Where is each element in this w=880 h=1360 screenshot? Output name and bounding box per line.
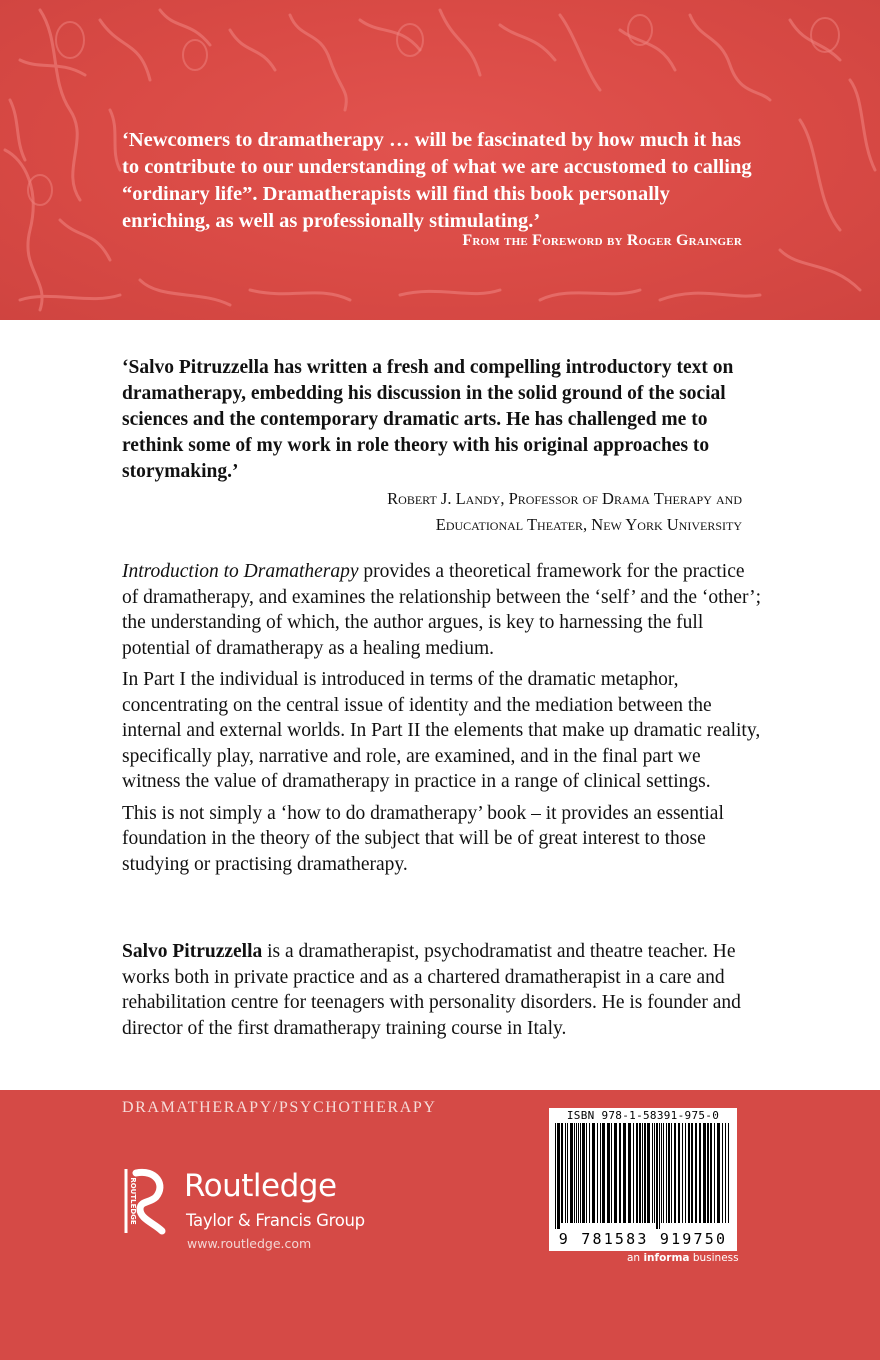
- barcode-bar: [555, 1123, 556, 1229]
- barcode-bars: [555, 1123, 731, 1231]
- isbn-digits: 9 781583 919750: [558, 1230, 728, 1248]
- barcode-bar: [666, 1123, 667, 1223]
- barcode-bar: [717, 1123, 720, 1223]
- barcode-bar: [561, 1123, 563, 1223]
- barcode-bar: [722, 1123, 723, 1223]
- barcode-bar: [567, 1123, 568, 1223]
- barcode-bar: [663, 1123, 664, 1223]
- barcode-bar: [565, 1123, 566, 1223]
- endorsement-attribution-line2: Educational Theater, New York University: [435, 515, 742, 534]
- endorsement-attribution: [182, 486, 742, 538]
- barcode-bar: [654, 1123, 655, 1223]
- barcode-bar: [728, 1123, 729, 1223]
- endorsement-quote: ‘Salvo Pitruzzella has written a fresh and compelling introductory text on dramatherapy, embedding his discussion in the solid ground of the social sciences and the contemporary dramatic arts. He has challenged me to rethink some of my work in role theory with his original approaches to storymaking.’: [122, 357, 734, 482]
- barcode-bar: [674, 1123, 676, 1223]
- barcode-bar: [614, 1123, 617, 1223]
- barcode-bar: [639, 1123, 641, 1223]
- barcode-bar: [582, 1123, 585, 1223]
- barcode-bar: [633, 1123, 634, 1223]
- barcode-bar: [628, 1123, 631, 1223]
- barcode-bar: [682, 1123, 683, 1223]
- barcode-bar: [576, 1123, 577, 1223]
- author-bio: [122, 939, 762, 1041]
- book-description: [122, 559, 762, 883]
- isbn-label: ISBN 978-1-58391-975-0: [566, 1109, 720, 1122]
- description-paragraph-1: [122, 559, 762, 661]
- barcode-bar: [600, 1123, 601, 1223]
- barcode-bar: [671, 1123, 672, 1223]
- endorsement-attribution-line1: Robert J. Landy, Professor of Drama Therapy and: [387, 489, 742, 508]
- description-paragraph-3: This is not simply a ‘how to do dramatherapy’ book – it provides an essential foundation in the theory of the subject that will be of great interest to those studying or practising dramatherapy.: [122, 802, 724, 875]
- barcode-bar: [685, 1123, 686, 1223]
- foreword-attribution: From the Foreword by Roger Grainger: [462, 232, 742, 249]
- barcode-bar: [557, 1123, 560, 1229]
- barcode-bar: [725, 1123, 726, 1223]
- barcode-bar: [678, 1123, 680, 1223]
- barcode-bar: [636, 1123, 638, 1223]
- barcode-bar: [703, 1123, 706, 1223]
- barcode-bar: [589, 1123, 590, 1223]
- author-bio-text: is a dramatherapist, psychodramatist and theatre teacher. He works both in private practice and as a chartered dramatherapist in a care and rehabilitation centre for teenagers with personality disorders. He is founder and director of the first dramatherapy training course in Italy.: [122, 941, 741, 1039]
- subject-category: DRAMATHERAPY/PSYCHOTHERAPY: [122, 1099, 437, 1116]
- barcode-bar: [661, 1123, 662, 1223]
- barcode-bar: [578, 1123, 579, 1223]
- informa-name: informa: [643, 1252, 690, 1264]
- barcode-bar: [647, 1123, 650, 1223]
- barcode-bar: [623, 1123, 626, 1223]
- author-name: Salvo Pitruzzella: [122, 941, 263, 962]
- informa-tagline: [627, 1252, 739, 1264]
- barcode-bar: [644, 1123, 646, 1223]
- barcode-bar: [580, 1123, 581, 1223]
- barcode-bar: [688, 1123, 690, 1223]
- barcode-bar: [592, 1123, 595, 1223]
- barcode-bar: [710, 1123, 712, 1223]
- barcode-bar: [695, 1123, 697, 1223]
- barcode-bar: [611, 1123, 612, 1223]
- isbn-barcode: [549, 1108, 737, 1251]
- barcode-bar: [619, 1123, 621, 1223]
- barcode-bar: [597, 1123, 598, 1223]
- publisher-url: www.routledge.com: [187, 1236, 312, 1251]
- description-paragraph-2: In Part I the individual is introduced in terms of the dramatic metaphor, concentrating on the central issue of identity and the mediation between the internal and external worlds. In Part II the elements that make up dramatic reality, specifically play, narrative and role, are examined, and in the final part we witness the value of dramatherapy in practice in a range of clinical settings.: [122, 669, 761, 792]
- barcode-bar: [642, 1123, 643, 1223]
- top-band: [0, 0, 880, 320]
- barcode-bar: [656, 1123, 658, 1229]
- barcode-bar: [714, 1123, 715, 1223]
- barcode-bar: [691, 1123, 693, 1223]
- barcode-bar: [659, 1123, 660, 1229]
- barcode-bar: [586, 1123, 587, 1223]
- barcode-bar: [652, 1123, 653, 1223]
- publisher-name: Routledge: [184, 1168, 337, 1204]
- barcode-bar: [699, 1123, 701, 1223]
- publisher-group: Taylor & Francis Group: [186, 1211, 365, 1230]
- barcode-bar: [607, 1123, 610, 1223]
- routledge-logo-icon: [122, 1165, 168, 1237]
- barcode-bar: [707, 1123, 709, 1223]
- foreword-quote: ‘Newcomers to dramatherapy … will be fascinated by how much it has to contribute to our understanding of what we are accustomed to calling “ordinary life”. Dramatherapists will find this book personally enriching, as well as professionally stimulating.’: [122, 129, 752, 232]
- book-title: Introduction to Dramatherapy: [122, 561, 359, 582]
- informa-suffix: business: [689, 1252, 739, 1264]
- routledge-logo-text: ROUTLEDGE: [129, 1177, 137, 1225]
- informa-prefix: an: [627, 1252, 644, 1264]
- barcode-bar: [570, 1123, 573, 1223]
- barcode-bar: [668, 1123, 670, 1223]
- barcode-bar: [574, 1123, 575, 1223]
- description-paragraph-1-text: provides a theoretical framework for the practice of dramatherapy, and examines the relationship between the ‘self’ and the ‘other’; the understanding of which, the author argues, is key to harnessing the full potential of dramatherapy as a healing medium.: [122, 561, 762, 659]
- barcode-bar: [602, 1123, 605, 1223]
